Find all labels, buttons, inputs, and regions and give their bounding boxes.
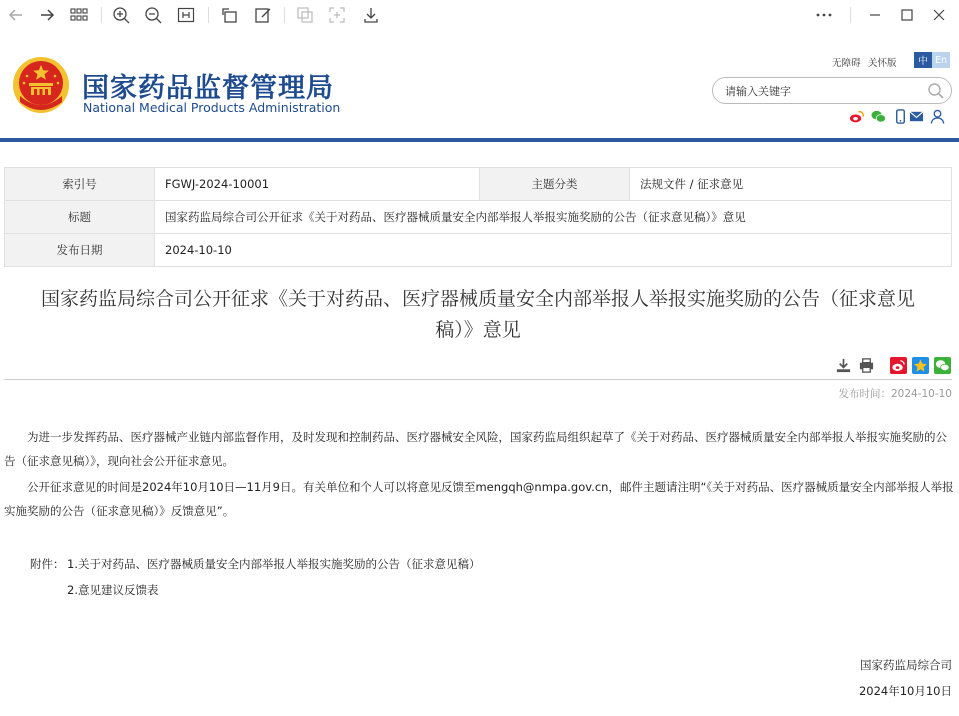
index-value: FGWJ-2024-10001 [155, 168, 480, 201]
print-icon[interactable] [858, 357, 875, 374]
search-box [712, 77, 952, 104]
attachment-link-2[interactable]: 2.意见建议反馈表 [67, 583, 159, 597]
article-title [4, 284, 952, 346]
forward-icon[interactable] [36, 4, 58, 26]
date-value: 2024-10-10 [155, 234, 952, 267]
lang-zh-button[interactable]: 中 [914, 52, 932, 68]
site-name-cn[interactable]: 国家药品监督管理局 [82, 73, 334, 104]
national-emblem-icon [12, 56, 70, 114]
site-name-en[interactable]: National Medical Products Administration [83, 100, 341, 115]
article-title-line1: 国家药监局综合司公开征求《关于对药品、医疗器械质量安全内部举报人举报实施奖励的公告（征求意见 [40, 288, 915, 310]
elder-mode-link[interactable]: 关怀版 [868, 58, 897, 69]
fit-page-icon[interactable] [175, 4, 197, 26]
share-qzone-icon[interactable] [912, 357, 929, 374]
body-paragraph-1: 为进一步发挥药品、医疗器械产业链内部监督作用，及时发现和控制药品、医疗器械安全风险，国家药监局组织起草了《关于对药品、医疗器械质量安全内部举报人举报实施奖励的公告（征求意见稿）》，现向社会公开征求意见。 [4, 430, 947, 468]
mail-icon[interactable] [909, 109, 924, 124]
mobile-icon[interactable] [893, 109, 908, 124]
sign-date: 2024年10月10日 [858, 684, 952, 698]
table-row [5, 168, 952, 201]
browser-toolbar [0, 0, 959, 30]
more-icon[interactable] [813, 4, 835, 26]
share-wechat-icon[interactable] [934, 357, 951, 374]
accessibility-link[interactable]: 无障碍 [832, 58, 861, 69]
site-header [0, 30, 959, 140]
search-icon[interactable] [927, 82, 945, 100]
header-divider [0, 138, 959, 142]
minimize-icon[interactable] [864, 4, 886, 26]
document-metadata-table [4, 167, 952, 267]
copy-icon[interactable] [294, 4, 316, 26]
grid-view-icon[interactable] [68, 4, 90, 26]
table-row [5, 234, 952, 267]
body-paragraph-2: 公开征求意见的时间是2024年10月10日—11月9日。有关单位和个人可以将意见反馈至mengqh@nmpa.gov.cn，邮件主题请注明“《关于对药品、医疗器械质量安全内部举报人举报实施奖励的公告（征求意见稿）》反馈意见”。 [4, 480, 954, 518]
zoom-out-icon[interactable] [142, 4, 164, 26]
attachment-label: 附件： [30, 557, 65, 571]
share-weibo-icon[interactable] [890, 357, 907, 374]
select-icon[interactable] [326, 4, 348, 26]
back-icon[interactable] [5, 4, 27, 26]
close-icon[interactable] [928, 4, 950, 26]
category-value: 法规文件 / 征求意见 [630, 168, 952, 201]
title-divider [4, 379, 952, 380]
lang-en-button[interactable]: En [932, 52, 950, 68]
attachment-link-1[interactable]: 1.关于对药品、医疗器械质量安全内部举报人举报实施奖励的公告（征求意见稿） [67, 557, 481, 571]
download-icon[interactable] [360, 4, 382, 26]
article-title-line2: 稿）》意见 [435, 319, 521, 341]
table-row [5, 201, 952, 234]
weibo-icon[interactable] [849, 109, 864, 124]
download-article-icon[interactable] [835, 357, 852, 374]
date-label: 发布日期 [5, 234, 155, 267]
title-value: 国家药监局综合司公开征求《关于对药品、医疗器械质量安全内部举报人举报实施奖励的公告（征求意见稿）》意见 [155, 201, 952, 234]
wechat-icon[interactable] [871, 109, 886, 124]
maximize-icon[interactable] [896, 4, 918, 26]
signature: 国家药监局综合司 [860, 658, 952, 672]
search-input[interactable] [725, 82, 920, 100]
publish-time: 发布时间：2024-10-10 [838, 388, 952, 400]
zoom-in-icon[interactable] [110, 4, 132, 26]
title-label: 标题 [5, 201, 155, 234]
user-icon[interactable] [930, 109, 945, 124]
rotate-icon[interactable] [219, 4, 241, 26]
category-label: 主题分类 [480, 168, 630, 201]
edit-icon[interactable] [252, 4, 274, 26]
index-label: 索引号 [5, 168, 155, 201]
